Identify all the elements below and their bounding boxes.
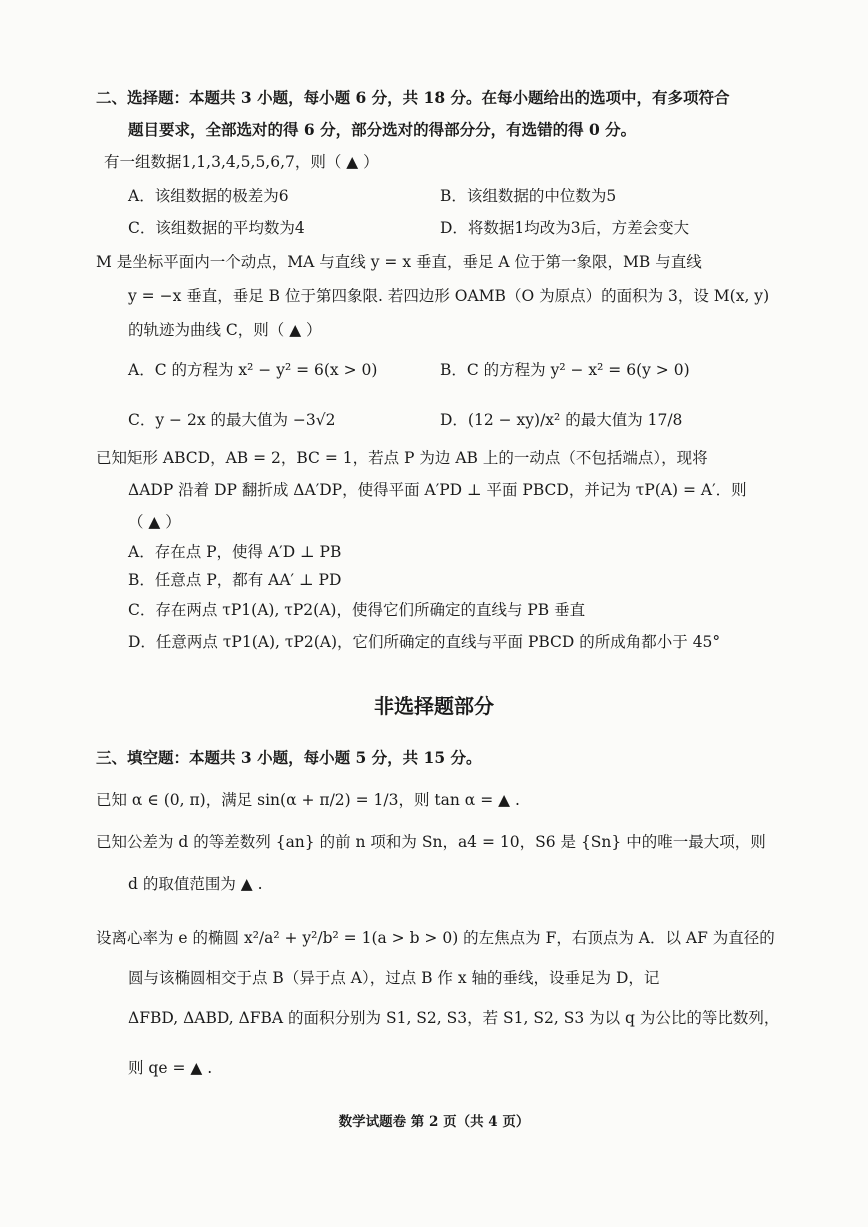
- q11-option-a: A．存在点 P，使得 A′D ⊥ PB: [128, 543, 342, 561]
- q9-option-b: B．该组数据的中位数为5: [440, 187, 617, 205]
- q13-stem-line2: d 的取值范围为 ▲ .: [128, 875, 263, 893]
- nonchoice-section-title: 非选择题部分: [374, 694, 494, 718]
- page-footer: 数学试题卷 第 2 页（共 4 页）: [338, 1114, 530, 1130]
- q11-stem-line1: 已知矩形 ABCD，AB = 2，BC = 1，若点 P 为边 AB 上的一动点（不包括端点），现将: [96, 449, 708, 467]
- q11-option-b: B．任意点 P，都有 AA′ ⊥ PD: [128, 571, 342, 589]
- q9-option-a: A．该组数据的极差为6: [128, 187, 289, 205]
- q11-option-c: C．存在两点 τP1(A), τP2(A)，使得它们所确定的直线与 PB 垂直: [128, 601, 586, 619]
- q9-option-d: D．将数据1均改为3后，方差会变大: [440, 219, 690, 237]
- q14-stem-line2: 圆与该椭圆相交于点 B（异于点 A），过点 B 作 x 轴的垂线，设垂足为 D，记: [128, 969, 660, 987]
- q10-option-d: D．(12 − xy)/x² 的最大值为 17/8: [440, 411, 683, 429]
- q9-stem: 有一组数据1,1,3,4,5,5,6,7，则（ ▲ ）: [104, 153, 379, 171]
- q11-option-d: D．任意两点 τP1(A), τP2(A)，它们所确定的直线与平面 PBCD 的所成角都小于 45°: [128, 633, 721, 651]
- q9-option-c: C．该组数据的平均数为4: [128, 219, 305, 237]
- q12-stem: 已知 α ∈ (0, π)，满足 sin(α + π/2) = 1/3，则 tan α = ▲ .: [96, 791, 520, 809]
- q10-stem-line3: 的轨迹为曲线 C，则（ ▲ ）: [128, 321, 322, 339]
- section2-header-line1: 二、选择题：本题共 3 小题，每小题 6 分，共 18 分。在每小题给出的选项中，有多项符合: [96, 88, 730, 107]
- section2-header-line2: 题目要求，全部选对的得 6 分，部分选对的得部分分，有选错的得 0 分。: [128, 120, 637, 139]
- q14-stem-line4: 则 qe = ▲ .: [128, 1059, 213, 1077]
- q11-stem-line2: ΔADP 沿着 DP 翻折成 ΔA′DP，使得平面 A′PD ⊥ 平面 PBCD，并记为 τP(A) = A′．则: [128, 481, 747, 499]
- q11-stem-line3: （ ▲ ）: [128, 513, 181, 531]
- q10-stem-line1: M 是坐标平面内一个动点，MA 与直线 y = x 垂直，垂足 A 位于第一象限，MB 与直线: [96, 253, 702, 271]
- q10-option-c: C．y − 2x 的最大值为 −3√2: [128, 411, 336, 429]
- q14-stem-line1: 设离心率为 e 的椭圆 x²/a² + y²/b² = 1(a > b > 0) 的左焦点为 F，右顶点为 A．以 AF 为直径的: [96, 929, 775, 947]
- q13-stem-line1: 已知公差为 d 的等差数列 {an} 的前 n 项和为 Sn，a4 = 10，S6 是 {Sn} 中的唯一最大项，则: [96, 833, 766, 851]
- section3-header: 三、填空题：本题共 3 小题，每小题 5 分，共 15 分。: [96, 748, 482, 767]
- q10-option-a: A．C 的方程为 x² − y² = 6(x > 0): [128, 361, 378, 379]
- q10-option-b: B．C 的方程为 y² − x² = 6(y > 0): [440, 361, 690, 379]
- q14-stem-line3: ΔFBD, ΔABD, ΔFBA 的面积分别为 S1, S2, S3，若 S1, S2, S3 为以 q 为公比的等比数列，: [128, 1009, 780, 1027]
- q10-stem-line2: y = −x 垂直，垂足 B 位于第四象限. 若四边形 OAMB（O 为原点）的面积为 3，设 M(x, y): [128, 287, 770, 305]
